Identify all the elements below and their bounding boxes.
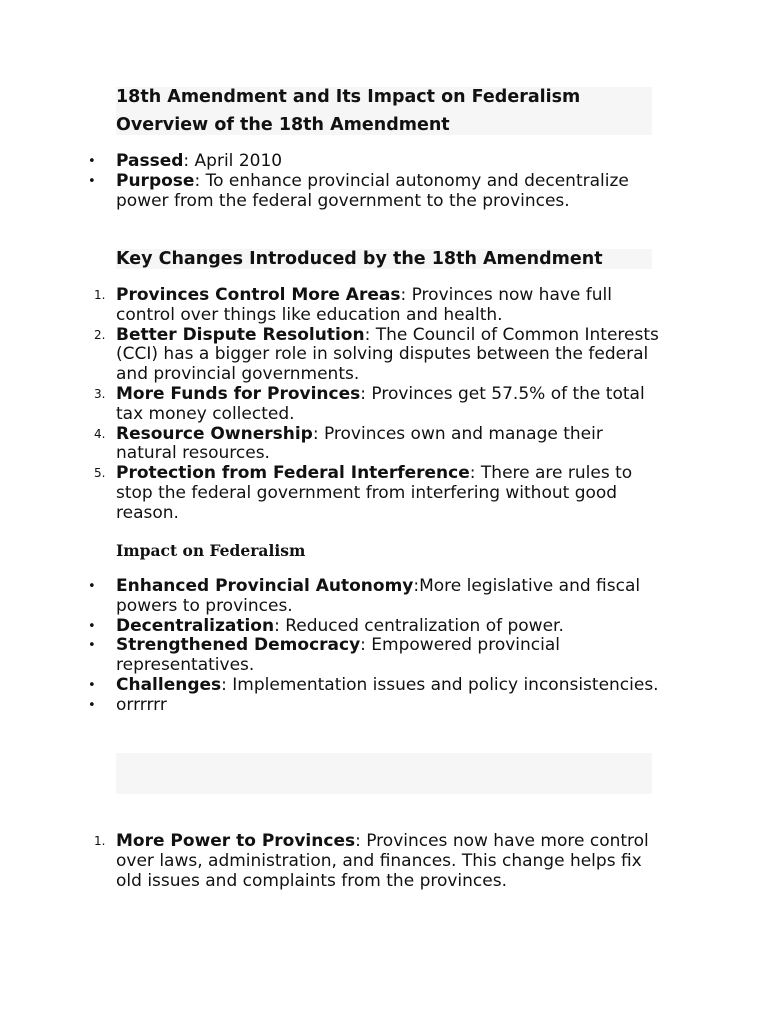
- key-changes-list: [94, 285, 661, 524]
- bullet-icon: •: [88, 677, 96, 693]
- overview-heading: Overview of the 18th Amendment: [116, 115, 450, 135]
- list-item: 3. More Funds for Provinces: Provinces get 57.5% of the total tax money collected.: [94, 383, 645, 424]
- key-changes-heading: Key Changes Introduced by the 18th Amendment: [116, 249, 603, 269]
- list-item: 1. More Power to Provinces: Provinces now have more control over laws, administration, and finances. This change helps fix old issues and complaints from the provinces.: [94, 831, 649, 891]
- list-number: 4.: [94, 426, 106, 441]
- bullet-icon: •: [88, 579, 96, 594]
- list-number: 1.: [94, 834, 106, 848]
- list-number: 3.: [94, 386, 106, 401]
- list-item: • Strengthened Democracy: Empowered provincial representatives.: [88, 635, 561, 676]
- list-number: 1.: [94, 288, 106, 302]
- list-item: • Decentralization: Reduced centralization of power.: [88, 615, 564, 636]
- more-power-list: [94, 831, 661, 891]
- bullet-icon: •: [88, 154, 96, 169]
- bullet-icon: •: [88, 638, 96, 654]
- bullet-icon: •: [88, 697, 96, 713]
- list-item: • Challenges: Implementation issues and policy inconsistencies.: [88, 674, 659, 695]
- list-number: 2.: [94, 327, 106, 342]
- list-item: 1. Provinces Control More Areas: Provinces now have full control over things like education and health.: [94, 285, 612, 325]
- overview-list: [88, 151, 661, 211]
- document-title: 18th Amendment and Its Impact on Federalism: [116, 87, 581, 107]
- empty-shaded-block: [116, 753, 652, 794]
- list-item: • Purpose: To enhance provincial autonomy and decentralize power from the federal government to the provinces.: [88, 170, 629, 211]
- list-number: 5.: [94, 466, 106, 481]
- impact-list: [88, 576, 661, 716]
- list-item: • orrrrrr: [88, 694, 167, 715]
- list-item: • Passed: April 2010: [88, 151, 283, 171]
- list-item: 4. Resource Ownership: Provinces own and manage their natural resources.: [94, 423, 603, 464]
- list-item: • Enhanced Provincial Autonomy:More legislative and fiscal powers to provinces.: [88, 576, 641, 616]
- bullet-icon: •: [88, 618, 96, 634]
- bullet-icon: •: [88, 173, 96, 189]
- impact-heading: Impact on Federalism: [116, 541, 306, 560]
- list-item: 2. Better Dispute Resolution: The Council of Common Interests (CCI) has a bigger role in solving disputes between the federal and provincial governments.: [94, 324, 659, 385]
- list-item: 5. Protection from Federal Interference: There are rules to stop the federal government from interfering without good reason.: [94, 463, 633, 523]
